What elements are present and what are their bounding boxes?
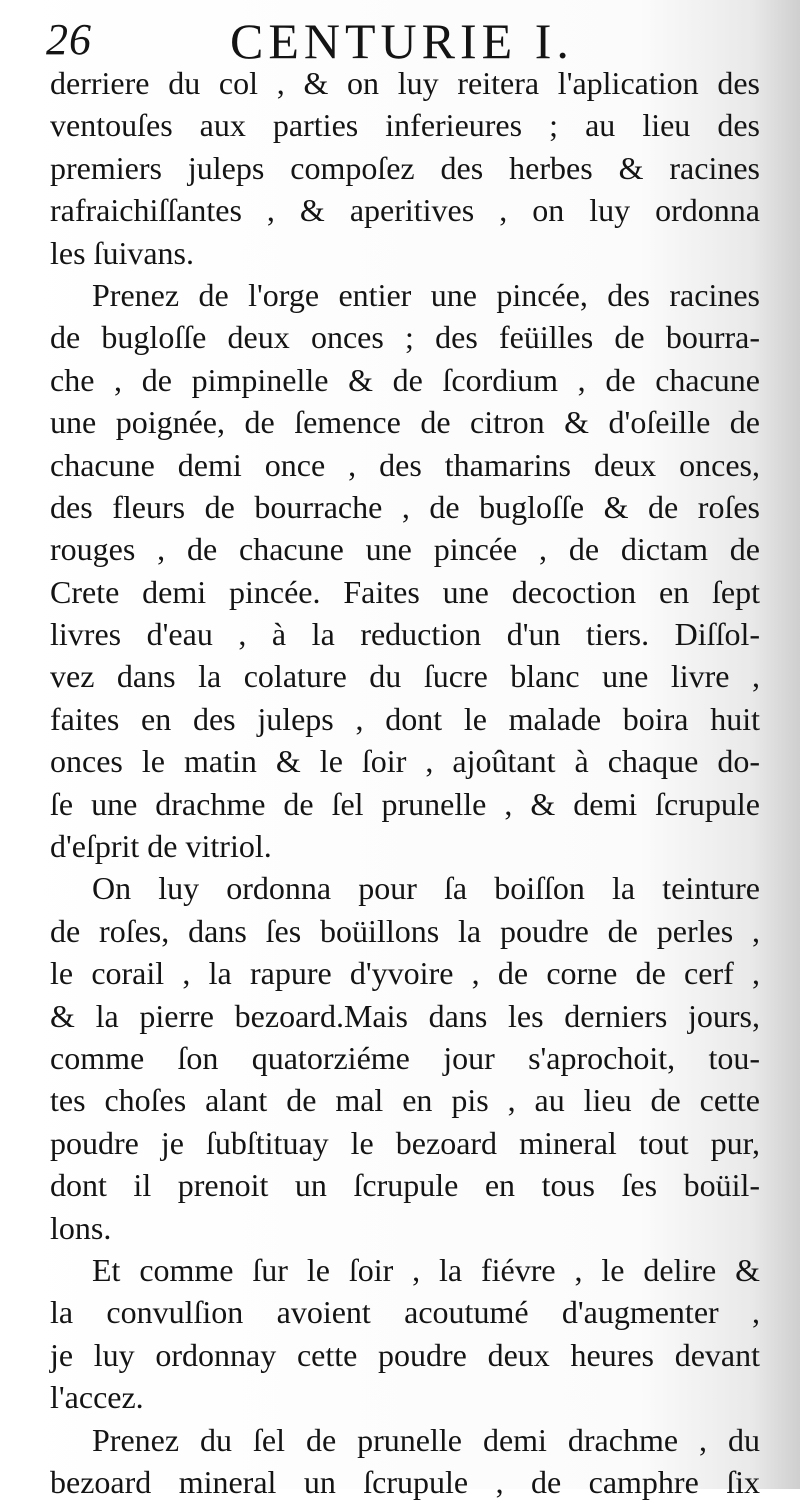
text-line: faites en des juleps , dont le malade boira huit <box>50 700 760 737</box>
text-line: chacune demi once , des thamarins deux onces, <box>50 446 760 483</box>
text-line: d'eſprit de vitriol. <box>50 828 272 865</box>
text-line: Crete demi pincée. Faites une decoction en ſept <box>50 573 760 610</box>
text-line: bezoard mineral un ſcrupule , de camphre ſix <box>50 1463 760 1500</box>
text-line: dont il prenoit un ſcrupule en tous ſes boüil- <box>50 1167 760 1204</box>
text-line: tes choſes alant de mal en pis , au lieu de cette <box>50 1082 760 1119</box>
text-line: de bugloſſe deux onces ; des feüilles de bourra- <box>50 319 760 356</box>
text-line: rouges , de chacune une pincée , de dictam de <box>50 531 760 568</box>
text-line: comme ſon quatorziéme jour s'aprochoit, tou- <box>50 1039 760 1076</box>
text-line: la convulſion avoient acoutumé d'augmenter , <box>50 1294 760 1331</box>
text-line: l'accez. <box>50 1379 144 1416</box>
text-line: livres d'eau , à la reduction d'un tiers. Diſſol- <box>50 616 760 653</box>
text-line: lons. <box>50 1209 112 1246</box>
text-line: vez dans la colature du ſucre blanc une livre , <box>50 658 760 695</box>
text-line: derriere du col , & on luy reitera l'aplication des <box>50 65 760 101</box>
text-line: le corail , la rapure d'yvoire , de corne de cerf , <box>50 955 760 992</box>
text-line: che , de pimpinelle & de ſcordium , de chacune <box>50 361 760 398</box>
text-line: poudre je ſubſtituay le bezoard mineral tout pur, <box>50 1124 760 1161</box>
text-line: & la pierre bezoard.Mais dans les derniers jours, <box>50 997 760 1034</box>
text-line: rafraichiſſantes , & aperitives , on luy ordonna <box>50 192 760 229</box>
page-number: 26 <box>46 15 92 64</box>
page-header <box>40 8 760 68</box>
body-text <box>50 62 760 1503</box>
text-line: On luy ordonna pour ſa boiſſon la teinture <box>92 870 760 907</box>
text-line: des fleurs de bourrache , de bugloſſe & de roſes <box>50 488 760 525</box>
text-line: les ſuivans. <box>50 234 194 271</box>
text-line: de roſes, dans ſes boüillons la poudre de perles , <box>50 912 760 949</box>
text-line: Prenez de l'orge entier une pincée, des racines <box>92 276 760 313</box>
text-line: Et comme ſur le ſoir , la fiévre , le delire & <box>92 1251 760 1288</box>
text-line: ventouſes aux parties inferieures ; au lieu des <box>50 107 760 144</box>
text-line: onces le matin & le ſoir , ajoûtant à chaque do- <box>50 743 760 780</box>
text-line: premiers juleps compoſez des herbes & racines <box>50 149 760 186</box>
running-title: CENTURIE I. <box>230 13 574 69</box>
text-line: une poignée, de ſemence de citron & d'oſeille de <box>50 404 760 441</box>
text-line: Prenez du ſel de prunelle demi drachme , du <box>92 1421 760 1458</box>
text-line: je luy ordonnay cette poudre deux heures devant <box>50 1336 760 1373</box>
text-line: ſe une drachme de ſel prunelle , & demi ſcrupule <box>50 785 760 822</box>
